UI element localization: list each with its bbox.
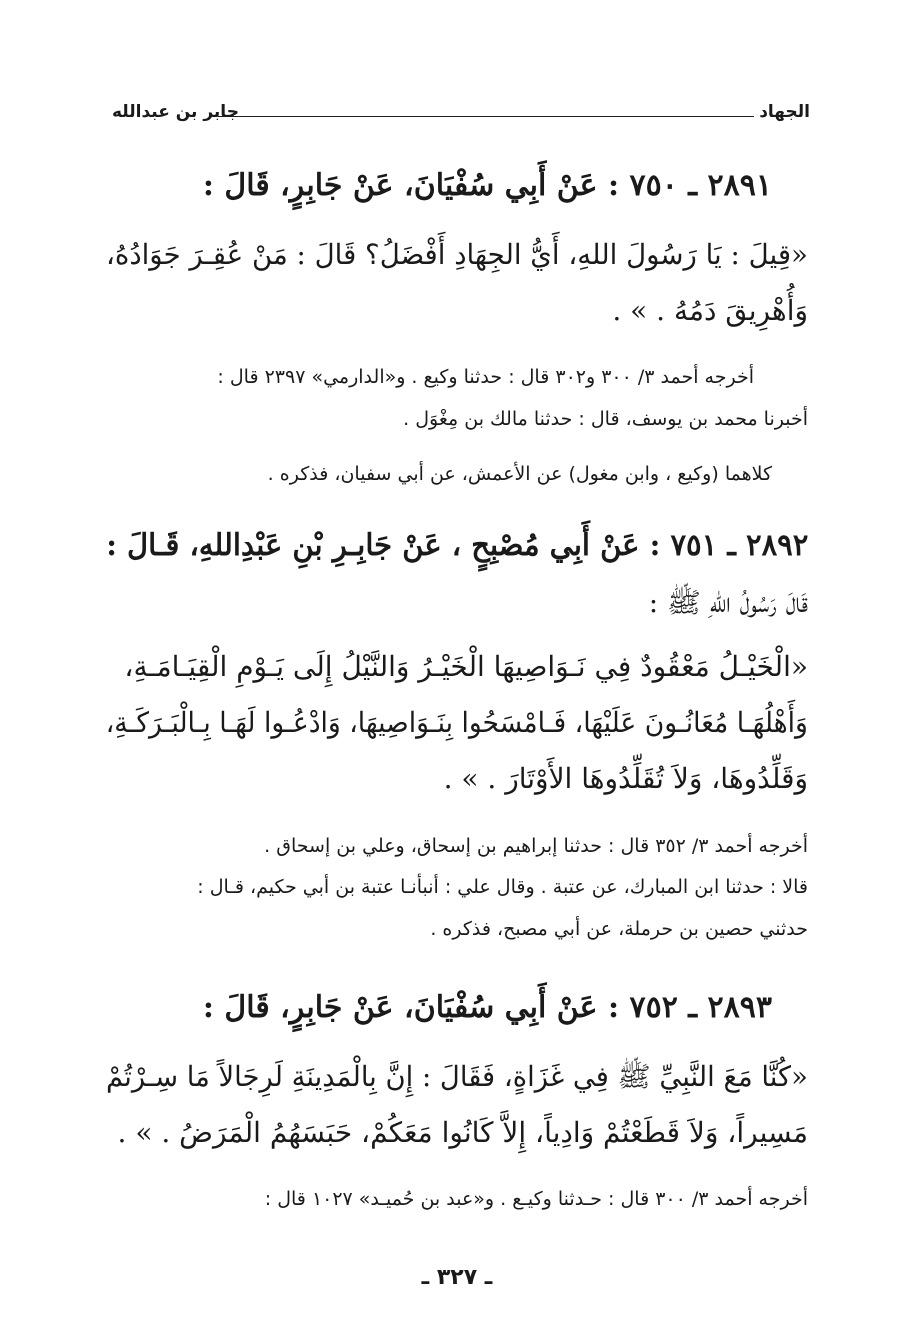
- hadith-text-line: وَأُهْرِيقَ دَمُهُ . » .: [612, 294, 808, 327]
- hadith-heading-2891: ٢٨٩١ ـ ٧٥٠ : عَنْ أَبِي سُفْيَانَ، عَنْ جَابِرٍ، قَالَ :: [202, 168, 772, 203]
- takhrij-note-line: قالا : حدثنا ابن المبارك، عن عتبة . وقال علي : أنبأنـا عتبة بن أبي حكيم، قـال :: [197, 876, 808, 898]
- hadith-text-line: مَسِيراً، وَلاَ قَطَعْتُمْ وَادِياً، إِلاَّ كَانُوا مَعَكُمْ، حَبَسَهُمُ الْمَرَضُ . » .: [117, 1116, 808, 1149]
- takhrij-note-line: أخرجه أحمد ٣/ ٣٥٢ قال : حدثنا إبراهيم بن إسحاق، وعلي بن إسحاق .: [264, 835, 808, 857]
- hadith-text-line: «كُنَّا مَعَ النَّبِيِّ ﷺ فِي غَزَاةٍ، فَقَالَ : إِنَّ بِالْمَدِينَةِ لَرِجَالاً مَا سِـرْتُمْ: [106, 1060, 808, 1093]
- hadith-text-line: «قِيلَ : يَا رَسُولَ اللهِ، أَيُّ الجِهَادِ أَفْضَلُ؟ قَالَ : مَنْ عُقِـرَ جَوَادُهُ،: [106, 238, 808, 271]
- takhrij-note-line: حدثني حصين بن حرملة، عن أبي مصبح، فذكره .: [430, 918, 808, 940]
- hadith-heading-2892: ٢٨٩٢ ـ ٧٥١ : عَنْ أَبِي مُصْبِحٍ ، عَنْ جَابِـرِ بْنِ عَبْدِاللهِ، قَـالَ :: [105, 528, 808, 563]
- hadith-heading-2893: ٢٨٩٣ ـ ٧٥٢ : عَنْ أَبِي سُفْيَانَ، عَنْ جَابِرٍ، قَالَ :: [202, 990, 772, 1025]
- hadith-text-line: وَقَلِّدُوهَا، وَلاَ تُقَلِّدُوهَا الأَوْتَارَ . » .: [443, 762, 808, 795]
- running-header-chapter: جابر بن عبدالله: [112, 102, 239, 122]
- header-rule: [218, 116, 754, 117]
- takhrij-note-line: أخرجه أحمد ٣/ ٣٠٠ قال : حـدثنا وكيـع . و«عبد بن حُميـد» ١٠٢٧ قال :: [264, 1188, 808, 1210]
- takhrij-note-line: كلاهما (وكيع ، وابن مغول) عن الأعمش، عن أبي سفيان، فذكره .: [267, 463, 772, 485]
- hadith-text-line: «الْخَيْـلُ مَعْقُودٌ فِي نَـوَاصِيهَا الْخَيْـرُ وَالنَّيْلُ إِلَى يَـوْمِ الْقِيَـامَـةِ،: [124, 650, 808, 683]
- hadith-text-line: قَالَ رَسُولُ اللهِ ﷺ :: [648, 586, 808, 619]
- page-number: ـ ٣٢٧ ـ: [421, 1265, 493, 1290]
- running-header-section: الجهاد: [759, 102, 810, 122]
- hadith-text-line: وَأَهْلُهَـا مُعَانُـونَ عَلَيْهَا، فَـامْسَحُوا بِنَـوَاصِيهَا، وَادْعُـوا لَهَـا بِـالْبَـرَكَـةِ،: [105, 706, 808, 739]
- takhrij-note-line: أخبرنا محمد بن يوسف، قال : حدثنا مالك بن مِغْوَل .: [403, 408, 808, 430]
- takhrij-note-line: أخرجه أحمد ٣/ ٣٠٠ و٣٠٢ قال : حدثنا وكيع . و«الدارمي» ٢٣٩٧ قال :: [217, 366, 754, 388]
